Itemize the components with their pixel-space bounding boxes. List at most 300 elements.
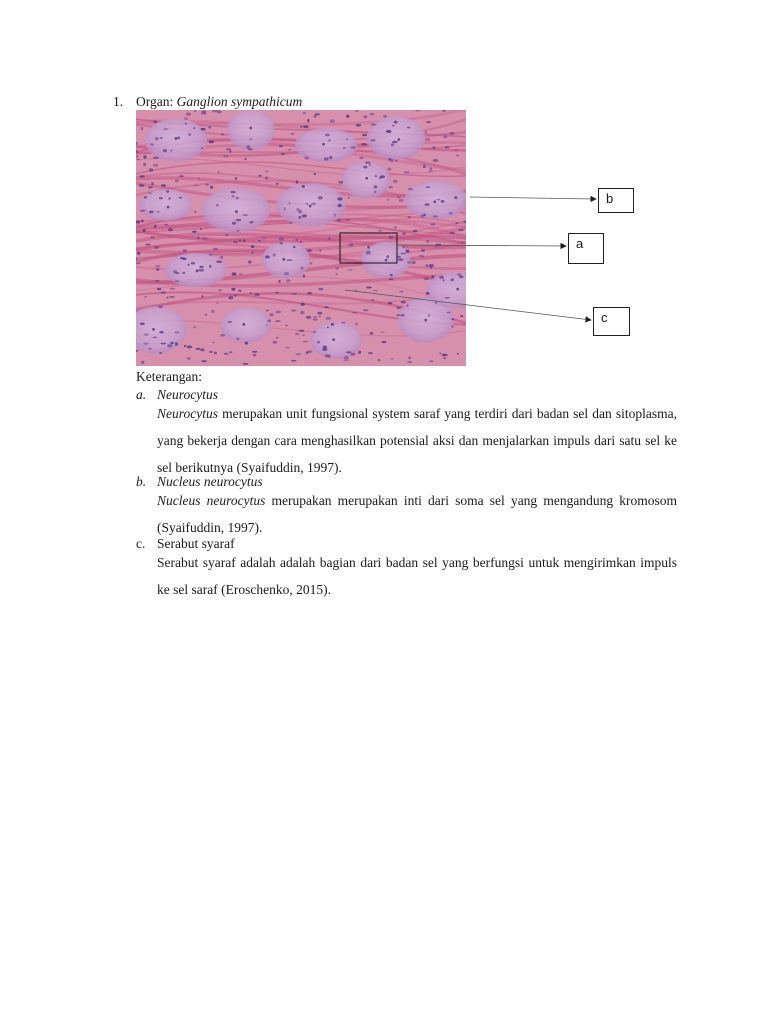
satellite-nucleus bbox=[439, 352, 441, 354]
satellite-nucleus bbox=[454, 196, 457, 199]
satellite-nucleus bbox=[394, 121, 398, 124]
satellite-nucleus bbox=[324, 306, 329, 308]
satellite-nucleus bbox=[423, 214, 425, 217]
satellite-nucleus bbox=[355, 323, 357, 326]
satellite-nucleus bbox=[441, 200, 445, 203]
satellite-nucleus bbox=[191, 262, 195, 264]
satellite-nucleus bbox=[169, 296, 174, 298]
neuron-nucleolus bbox=[332, 338, 335, 341]
satellite-nucleus bbox=[235, 177, 237, 180]
neuron-nucleolus bbox=[309, 205, 312, 208]
satellite-nucleus bbox=[284, 207, 286, 210]
satellite-nucleus bbox=[356, 124, 362, 127]
satellite-nucleus bbox=[397, 196, 401, 198]
satellite-nucleus bbox=[300, 311, 304, 314]
satellite-nucleus bbox=[388, 158, 391, 161]
satellite-nucleus bbox=[292, 293, 297, 294]
satellite-nucleus bbox=[266, 310, 269, 312]
satellite-nucleus bbox=[349, 244, 354, 247]
neuron-nucleolus bbox=[365, 177, 368, 180]
label-c: c bbox=[593, 307, 630, 336]
satellite-nucleus bbox=[161, 184, 166, 187]
item-c-description bbox=[157, 549, 677, 603]
satellite-nucleus bbox=[150, 236, 155, 238]
neuron-cell-body bbox=[140, 189, 192, 221]
satellite-nucleus bbox=[141, 127, 143, 130]
satellite-nucleus bbox=[300, 126, 303, 128]
satellite-nucleus bbox=[428, 314, 430, 317]
satellite-nucleus bbox=[265, 176, 268, 179]
satellite-nucleus bbox=[344, 356, 349, 359]
satellite-nucleus bbox=[302, 185, 305, 188]
satellite-nucleus bbox=[303, 125, 309, 128]
satellite-nucleus bbox=[346, 139, 349, 141]
organ-prefix: Organ: bbox=[136, 94, 174, 109]
satellite-nucleus bbox=[251, 245, 254, 248]
satellite-nucleus bbox=[155, 265, 160, 267]
satellite-nucleus bbox=[218, 289, 222, 291]
satellite-nucleus bbox=[303, 112, 306, 115]
satellite-nucleus bbox=[443, 357, 447, 359]
satellite-nucleus bbox=[201, 147, 204, 149]
satellite-nucleus bbox=[433, 215, 438, 217]
satellite-nucleus bbox=[304, 156, 309, 159]
satellite-nucleus bbox=[328, 139, 331, 141]
satellite-nucleus bbox=[159, 352, 162, 354]
satellite-nucleus bbox=[205, 314, 208, 316]
satellite-nucleus bbox=[270, 313, 274, 316]
satellite-nucleus bbox=[177, 136, 180, 139]
satellite-nucleus bbox=[136, 262, 140, 264]
satellite-nucleus bbox=[144, 334, 149, 336]
satellite-nucleus bbox=[156, 268, 159, 271]
satellite-nucleus bbox=[236, 337, 239, 340]
satellite-nucleus bbox=[296, 353, 302, 355]
satellite-nucleus bbox=[233, 241, 238, 243]
satellite-nucleus bbox=[155, 280, 160, 282]
satellite-nucleus bbox=[160, 343, 166, 345]
satellite-nucleus bbox=[192, 231, 197, 233]
satellite-nucleus bbox=[236, 219, 242, 222]
satellite-nucleus bbox=[187, 357, 190, 359]
satellite-nucleus bbox=[395, 160, 397, 162]
satellite-nucleus bbox=[322, 348, 327, 351]
satellite-nucleus bbox=[306, 316, 311, 319]
satellite-nucleus bbox=[408, 216, 411, 218]
satellite-nucleus bbox=[432, 146, 436, 149]
satellite-nucleus bbox=[194, 211, 197, 214]
neuron-nucleolus bbox=[196, 269, 199, 272]
satellite-nucleus bbox=[402, 233, 406, 235]
satellite-nucleus bbox=[429, 167, 432, 170]
satellite-nucleus bbox=[143, 229, 146, 232]
neuron-cell-body bbox=[202, 188, 270, 232]
neuron-cell-body bbox=[227, 110, 275, 150]
satellite-nucleus bbox=[382, 341, 387, 343]
satellite-nucleus bbox=[449, 212, 453, 215]
satellite-nucleus bbox=[238, 239, 241, 241]
satellite-nucleus bbox=[276, 311, 281, 314]
satellite-nucleus bbox=[202, 237, 208, 240]
item-c-title: Serabut syaraf bbox=[157, 536, 235, 551]
satellite-nucleus bbox=[413, 230, 417, 232]
item-a-title: Neurocytus bbox=[157, 387, 218, 402]
satellite-nucleus bbox=[245, 342, 249, 345]
satellite-nucleus bbox=[314, 115, 317, 118]
organ-heading bbox=[136, 93, 302, 111]
satellite-nucleus bbox=[182, 272, 185, 274]
satellite-nucleus bbox=[347, 197, 350, 199]
satellite-nucleus bbox=[175, 180, 179, 183]
satellite-nucleus bbox=[153, 164, 158, 166]
satellite-nucleus bbox=[399, 199, 404, 202]
satellite-nucleus bbox=[273, 254, 276, 257]
satellite-nucleus bbox=[275, 320, 281, 321]
satellite-nucleus bbox=[318, 196, 323, 199]
satellite-nucleus bbox=[209, 141, 215, 144]
satellite-nucleus bbox=[370, 332, 373, 335]
neuron-cell-body bbox=[295, 128, 358, 162]
satellite-nucleus bbox=[443, 279, 445, 281]
satellite-nucleus bbox=[201, 295, 203, 297]
satellite-nucleus bbox=[296, 181, 299, 184]
satellite-nucleus bbox=[392, 141, 398, 143]
satellite-nucleus bbox=[291, 133, 295, 134]
satellite-nucleus bbox=[209, 351, 212, 353]
satellite-nucleus bbox=[159, 331, 164, 334]
satellite-nucleus bbox=[187, 264, 189, 266]
satellite-nucleus bbox=[390, 274, 393, 276]
satellite-nucleus bbox=[232, 222, 236, 225]
satellite-nucleus bbox=[408, 188, 413, 191]
satellite-nucleus bbox=[317, 312, 322, 315]
satellite-nucleus bbox=[299, 330, 304, 332]
satellite-nucleus bbox=[198, 178, 200, 180]
satellite-nucleus bbox=[306, 203, 309, 205]
satellite-nucleus bbox=[149, 211, 154, 214]
satellite-nucleus bbox=[346, 351, 352, 353]
satellite-nucleus bbox=[200, 348, 204, 351]
satellite-nucleus bbox=[318, 316, 321, 318]
satellite-nucleus bbox=[313, 319, 318, 321]
satellite-nucleus bbox=[170, 342, 174, 344]
satellite-nucleus bbox=[217, 171, 220, 173]
satellite-nucleus bbox=[459, 275, 463, 278]
satellite-nucleus bbox=[275, 292, 279, 294]
satellite-nucleus bbox=[298, 210, 302, 213]
satellite-nucleus bbox=[167, 344, 172, 347]
satellite-nucleus bbox=[325, 134, 330, 137]
item-c-letter: c. bbox=[136, 536, 146, 551]
satellite-nucleus bbox=[157, 288, 161, 291]
satellite-nucleus bbox=[298, 216, 301, 219]
satellite-nucleus bbox=[281, 153, 285, 155]
satellite-nucleus bbox=[429, 170, 433, 171]
satellite-nucleus bbox=[231, 196, 234, 198]
satellite-nucleus bbox=[239, 273, 242, 274]
item-a-term: Neurocytus bbox=[157, 406, 218, 421]
satellite-nucleus bbox=[361, 143, 366, 145]
satellite-nucleus bbox=[300, 241, 303, 243]
satellite-nucleus bbox=[424, 278, 429, 280]
satellite-nucleus bbox=[336, 274, 338, 276]
satellite-nucleus bbox=[154, 225, 157, 228]
satellite-nucleus bbox=[307, 249, 312, 252]
satellite-nucleus bbox=[375, 175, 377, 177]
satellite-nucleus bbox=[407, 261, 412, 264]
satellite-nucleus bbox=[343, 359, 349, 361]
satellite-nucleus bbox=[314, 173, 317, 175]
satellite-nucleus bbox=[425, 138, 430, 141]
satellite-nucleus bbox=[137, 252, 140, 255]
satellite-nucleus bbox=[184, 345, 186, 347]
label-b: b bbox=[598, 188, 634, 213]
satellite-nucleus bbox=[144, 196, 147, 198]
satellite-nucleus bbox=[366, 250, 370, 252]
satellite-nucleus bbox=[406, 250, 410, 253]
satellite-nucleus bbox=[369, 113, 374, 116]
satellite-nucleus bbox=[301, 303, 305, 306]
neuron-nucleolus bbox=[167, 206, 170, 209]
satellite-nucleus bbox=[201, 360, 206, 362]
satellite-nucleus bbox=[407, 361, 412, 363]
satellite-nucleus bbox=[232, 272, 236, 275]
satellite-nucleus bbox=[365, 162, 371, 164]
satellite-nucleus bbox=[213, 342, 215, 344]
satellite-nucleus bbox=[317, 341, 320, 344]
satellite-nucleus bbox=[363, 166, 367, 169]
satellite-nucleus bbox=[329, 156, 332, 159]
neuron-cell-body bbox=[221, 308, 271, 342]
neuron-cell-body bbox=[404, 181, 466, 219]
satellite-nucleus bbox=[137, 159, 139, 160]
satellite-nucleus bbox=[455, 222, 458, 224]
satellite-nucleus bbox=[266, 325, 268, 327]
satellite-nucleus bbox=[350, 146, 355, 148]
satellite-nucleus bbox=[149, 168, 153, 171]
satellite-nucleus bbox=[201, 112, 207, 114]
satellite-nucleus bbox=[369, 163, 371, 166]
satellite-nucleus bbox=[237, 230, 240, 231]
satellite-nucleus bbox=[326, 317, 332, 320]
satellite-nucleus bbox=[174, 331, 179, 333]
satellite-nucleus bbox=[200, 128, 205, 131]
satellite-nucleus bbox=[412, 261, 416, 264]
satellite-nucleus bbox=[436, 244, 442, 246]
satellite-nucleus bbox=[216, 204, 219, 207]
satellite-nucleus bbox=[396, 307, 401, 309]
satellite-nucleus bbox=[426, 121, 431, 123]
satellite-nucleus bbox=[139, 184, 145, 187]
label-a: a bbox=[568, 233, 604, 264]
satellite-nucleus bbox=[436, 199, 440, 201]
satellite-nucleus bbox=[254, 293, 260, 295]
pointer-b bbox=[470, 197, 596, 199]
satellite-nucleus bbox=[285, 325, 287, 326]
satellite-nucleus bbox=[188, 133, 191, 136]
satellite-nucleus bbox=[295, 333, 299, 336]
satellite-nucleus bbox=[153, 157, 158, 159]
neuron-nucleolus bbox=[456, 288, 459, 291]
satellite-nucleus bbox=[352, 312, 357, 314]
satellite-nucleus bbox=[199, 266, 203, 268]
satellite-nucleus bbox=[387, 168, 391, 171]
organ-name: Ganglion sympathicum bbox=[176, 94, 303, 109]
satellite-nucleus bbox=[374, 185, 378, 188]
satellite-nucleus bbox=[179, 197, 182, 198]
satellite-nucleus bbox=[250, 221, 254, 223]
satellite-nucleus bbox=[338, 204, 342, 207]
satellite-nucleus bbox=[244, 158, 246, 160]
satellite-nucleus bbox=[451, 326, 454, 328]
satellite-nucleus bbox=[262, 237, 267, 238]
satellite-nucleus bbox=[140, 210, 146, 212]
satellite-nucleus bbox=[228, 296, 233, 299]
satellite-nucleus bbox=[193, 127, 196, 129]
satellite-nucleus bbox=[444, 297, 450, 298]
satellite-nucleus bbox=[457, 353, 460, 355]
item-b-letter: b. bbox=[136, 474, 147, 489]
satellite-nucleus bbox=[275, 183, 279, 185]
satellite-nucleus bbox=[426, 186, 430, 188]
satellite-nucleus bbox=[139, 175, 144, 177]
satellite-nucleus bbox=[386, 255, 389, 258]
satellite-nucleus bbox=[337, 197, 342, 200]
satellite-nucleus bbox=[265, 255, 270, 258]
satellite-nucleus bbox=[145, 244, 150, 246]
satellite-nucleus bbox=[227, 321, 232, 323]
satellite-nucleus bbox=[318, 288, 323, 290]
satellite-nucleus bbox=[211, 310, 214, 313]
satellite-nucleus bbox=[439, 276, 444, 279]
satellite-nucleus bbox=[363, 115, 367, 118]
satellite-nucleus bbox=[358, 351, 361, 354]
satellite-nucleus bbox=[450, 232, 455, 234]
satellite-nucleus bbox=[216, 110, 221, 113]
satellite-nucleus bbox=[208, 126, 211, 129]
satellite-nucleus bbox=[160, 137, 163, 139]
satellite-nucleus bbox=[229, 351, 232, 353]
satellite-nucleus bbox=[371, 299, 374, 301]
satellite-nucleus bbox=[334, 214, 336, 217]
neuron-nucleolus bbox=[322, 143, 325, 146]
satellite-nucleus bbox=[163, 149, 167, 152]
satellite-nucleus bbox=[148, 348, 151, 350]
satellite-nucleus bbox=[148, 192, 152, 194]
list-number: 1. bbox=[113, 94, 124, 109]
satellite-nucleus bbox=[396, 314, 401, 316]
neuron-nucleolus bbox=[397, 138, 400, 141]
satellite-nucleus bbox=[243, 363, 249, 365]
satellite-nucleus bbox=[253, 354, 256, 357]
satellite-nucleus bbox=[183, 249, 187, 251]
satellite-nucleus bbox=[378, 359, 381, 362]
satellite-nucleus bbox=[286, 259, 292, 261]
satellite-nucleus bbox=[220, 256, 223, 259]
item-b-description bbox=[157, 487, 677, 541]
satellite-nucleus bbox=[250, 292, 252, 294]
satellite-nucleus bbox=[367, 246, 369, 249]
satellite-nucleus bbox=[258, 240, 261, 242]
satellite-nucleus bbox=[153, 120, 157, 123]
satellite-nucleus bbox=[168, 197, 170, 200]
satellite-nucleus bbox=[251, 251, 253, 254]
satellite-nucleus bbox=[445, 146, 450, 148]
satellite-nucleus bbox=[170, 288, 175, 290]
neuron-nucleolus bbox=[242, 323, 245, 326]
satellite-nucleus bbox=[406, 304, 408, 306]
satellite-nucleus bbox=[397, 256, 401, 258]
satellite-nucleus bbox=[401, 301, 406, 304]
satellite-nucleus bbox=[231, 288, 235, 291]
satellite-nucleus bbox=[366, 287, 372, 289]
item-a-text: merupakan unit fungsional system saraf yang terdiri dari badan sel dan sitoplasma, yang bekerja dengan cara menghasilkan potensial aksi dan menjalarkan impuls dari satu sel ke sel berikutnya (Syaifuddin, 1997). bbox=[157, 406, 677, 475]
satellite-nucleus bbox=[430, 361, 434, 362]
satellite-nucleus bbox=[166, 297, 169, 299]
satellite-nucleus bbox=[331, 323, 335, 326]
satellite-nucleus bbox=[214, 352, 217, 355]
item-b-title: Nucleus neurocytus bbox=[157, 474, 263, 489]
satellite-nucleus bbox=[425, 131, 427, 133]
satellite-nucleus bbox=[291, 360, 297, 362]
satellite-nucleus bbox=[288, 202, 290, 204]
satellite-nucleus bbox=[392, 125, 394, 127]
satellite-nucleus bbox=[173, 270, 177, 273]
neuron-nucleolus bbox=[424, 319, 427, 322]
satellite-nucleus bbox=[388, 236, 393, 238]
neuron-nucleolus bbox=[433, 200, 436, 203]
satellite-nucleus bbox=[151, 182, 154, 185]
satellite-nucleus bbox=[159, 197, 163, 199]
satellite-nucleus bbox=[425, 264, 428, 267]
satellite-nucleus bbox=[179, 175, 184, 177]
satellite-nucleus bbox=[224, 353, 229, 355]
satellite-nucleus bbox=[279, 237, 284, 240]
satellite-nucleus bbox=[330, 119, 335, 122]
satellite-nucleus bbox=[168, 228, 173, 231]
histology-micrograph bbox=[136, 110, 466, 366]
satellite-nucleus bbox=[187, 345, 193, 348]
satellite-nucleus bbox=[291, 310, 296, 312]
satellite-nucleus bbox=[143, 343, 149, 345]
satellite-nucleus bbox=[450, 132, 455, 135]
satellite-nucleus bbox=[221, 134, 225, 136]
satellite-nucleus bbox=[248, 148, 253, 150]
satellite-nucleus bbox=[155, 137, 159, 140]
satellite-nucleus bbox=[225, 234, 228, 236]
satellite-nucleus bbox=[175, 280, 180, 282]
satellite-nucleus bbox=[374, 191, 376, 193]
satellite-nucleus bbox=[166, 190, 169, 193]
item-c-text: Serabut syaraf adalah adalah bagian dari badan sel yang berfungsi untuk mengirimkan impuls ke sel saraf (Eroschenko, 2015). bbox=[157, 555, 677, 597]
keterangan-heading: Keterangan: bbox=[136, 369, 202, 384]
satellite-nucleus bbox=[461, 242, 465, 244]
satellite-nucleus bbox=[234, 294, 237, 297]
satellite-nucleus bbox=[289, 222, 293, 224]
satellite-nucleus bbox=[278, 280, 280, 283]
satellite-nucleus bbox=[150, 143, 154, 145]
neuron-nucleolus bbox=[152, 328, 155, 331]
satellite-nucleus bbox=[458, 229, 464, 231]
satellite-nucleus bbox=[425, 204, 430, 206]
satellite-nucleus bbox=[301, 267, 304, 270]
satellite-nucleus bbox=[163, 128, 168, 129]
satellite-nucleus bbox=[421, 255, 424, 257]
satellite-nucleus bbox=[164, 224, 168, 226]
satellite-nucleus bbox=[328, 237, 331, 240]
satellite-nucleus bbox=[313, 331, 316, 333]
satellite-nucleus bbox=[280, 242, 283, 244]
